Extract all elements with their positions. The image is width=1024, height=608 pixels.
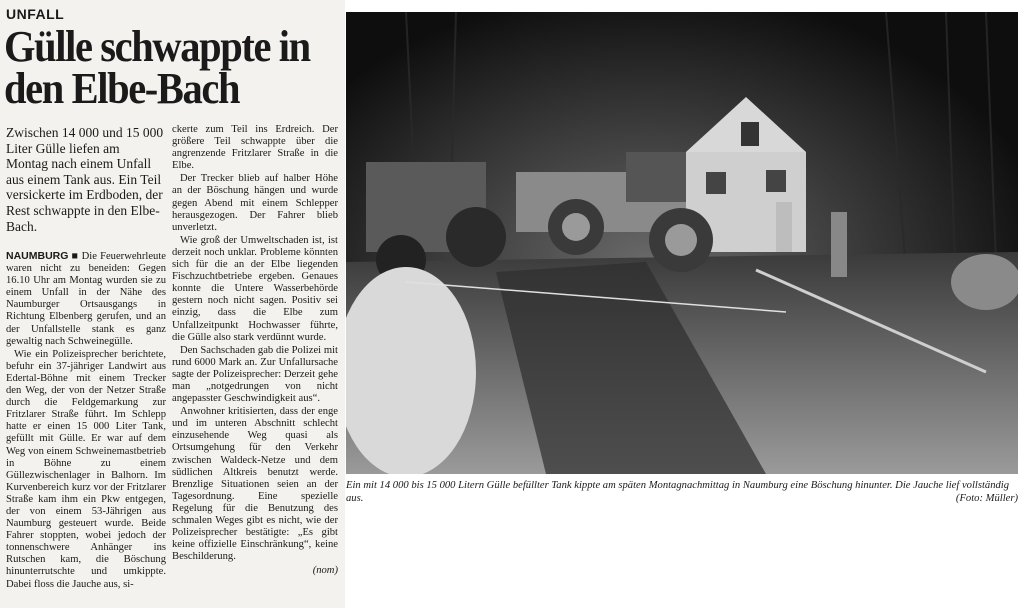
kicker: UNFALL: [6, 6, 65, 22]
paragraph: Wie groß der Umweltschaden ist, ist derzeit noch unklar. Probleme könnten sich für die an der Elbe liegenden Fischzuchtbetriebe ergeben. Genaues konnte die Untere Wasserbehörde gestern noch nicht sagen. Positiv sei einzig, dass die Elbe zum Unfallzeitpunkt Hochwasser führte, die Gülle also stark verdünnt wurde.: [172, 234, 338, 343]
photo-caption: [346, 480, 1018, 505]
caption-text: Ein mit 14 000 bis 15 000 Litern Gülle befüllter Tank kippte am späten Montagnachmittag in Naumburg eine Böschung hinunter. Die Jauche lief vollständig aus.: [346, 480, 1010, 504]
paragraph-text: Die Feuerwehrleute waren nicht zu beneiden: Gegen 16.10 Uhr am Montag wurden sie zu einem Unfall in der Nähe des Naumburger Ortsausgangs in Richtung Elbenberg gerufen, und an der Unfallstelle stank es ganz gewaltig nach Schweinegülle.: [6, 251, 166, 347]
body-column-2: [172, 124, 338, 577]
square-bullet-icon: ■: [71, 251, 79, 262]
body-column-1: [6, 250, 166, 592]
news-photo: [346, 12, 1018, 474]
accident-scene-image: [346, 12, 1018, 474]
paragraph: Wie ein Polizeisprecher berichtete, befuhr ein 37-jähriger Landwirt aus Edertal-Böhne mit einem Trecker den Weg, der von der Netzer Straße durch die Feldgemarkung zur Fritzlarer Straße führt. Im Schlepp hatte er einen 15 000 Liter Tank, gefüllt mit Gülle. Er war auf dem Weg von einem Schweinemastbetrieb in Böhne zu einem Güllezwischenlager in Balhorn. Im Kurvenbereich kurz vor der Fritzlarer Straße kam ihm ein Pkw entgegen, der von einem 53-Jährigen aus Naumburg gesteuert wurde. Beide Fahrer stoppten, wobei jedoch der tonnenschwere Anhänger ins Rutschen kam, die Böschung hinunterrutschte und umkippte. Dabei floss die Jauche aus, si-: [6, 348, 166, 590]
paragraph: [6, 250, 166, 348]
paragraph: Der Trecker blieb auf halber Höhe an der Böschung hängen und wurde gegen Abend mit einem Schlepper herausgezogen. Der Fahrer blieb unverletzt.: [172, 173, 338, 233]
paragraph: Den Sachschaden gab die Polizei mit rund 6000 Mark an. Zur Unfallursache sagte der Polizeisprecher: Derzeit gehe man „notgedrungen von nicht angepasster Geschwindigkeit aus“.: [172, 344, 338, 405]
paragraph: Anwohner kritisierten, dass der enge und im unteren Abschnitt schlecht einzusehende Weg quasi als Ortsumgehung für den Verkehr zwischen Waldeck-Netze und dem südlichen Altkreis benutzt werde. Brenzlige Situationen seien an der Tagesordnung. Eine spezielle Regelung für die Benutzung des schmalen Weges gibt es nicht, wie der Polizeisprecher bestätigte: „Es gibt keine offizielle Einschränkung“, keine Beschilderung.: [172, 406, 338, 563]
paragraph: ckerte zum Teil ins Erdreich. Der größere Teil schwappte über die angrenzende Fritzlarer Straße in die Elbe.: [172, 124, 338, 172]
subhead: Zwischen 14 000 und 15 000 Liter Gülle liefen am Montag nach einem Unfall aus einem Tank aus. Ein Teil versickerte im Erdboden, der Rest schwappte in den Elbe-Bach.: [6, 125, 164, 234]
photo-credit: (Foto: Müller): [955, 492, 1018, 504]
article-column-area: [0, 0, 345, 608]
headline: Gülle schwappte in den Elbe-Bach: [4, 22, 310, 113]
dateline: NAUMBURG: [6, 250, 69, 262]
author-signature: (nom): [312, 565, 338, 577]
